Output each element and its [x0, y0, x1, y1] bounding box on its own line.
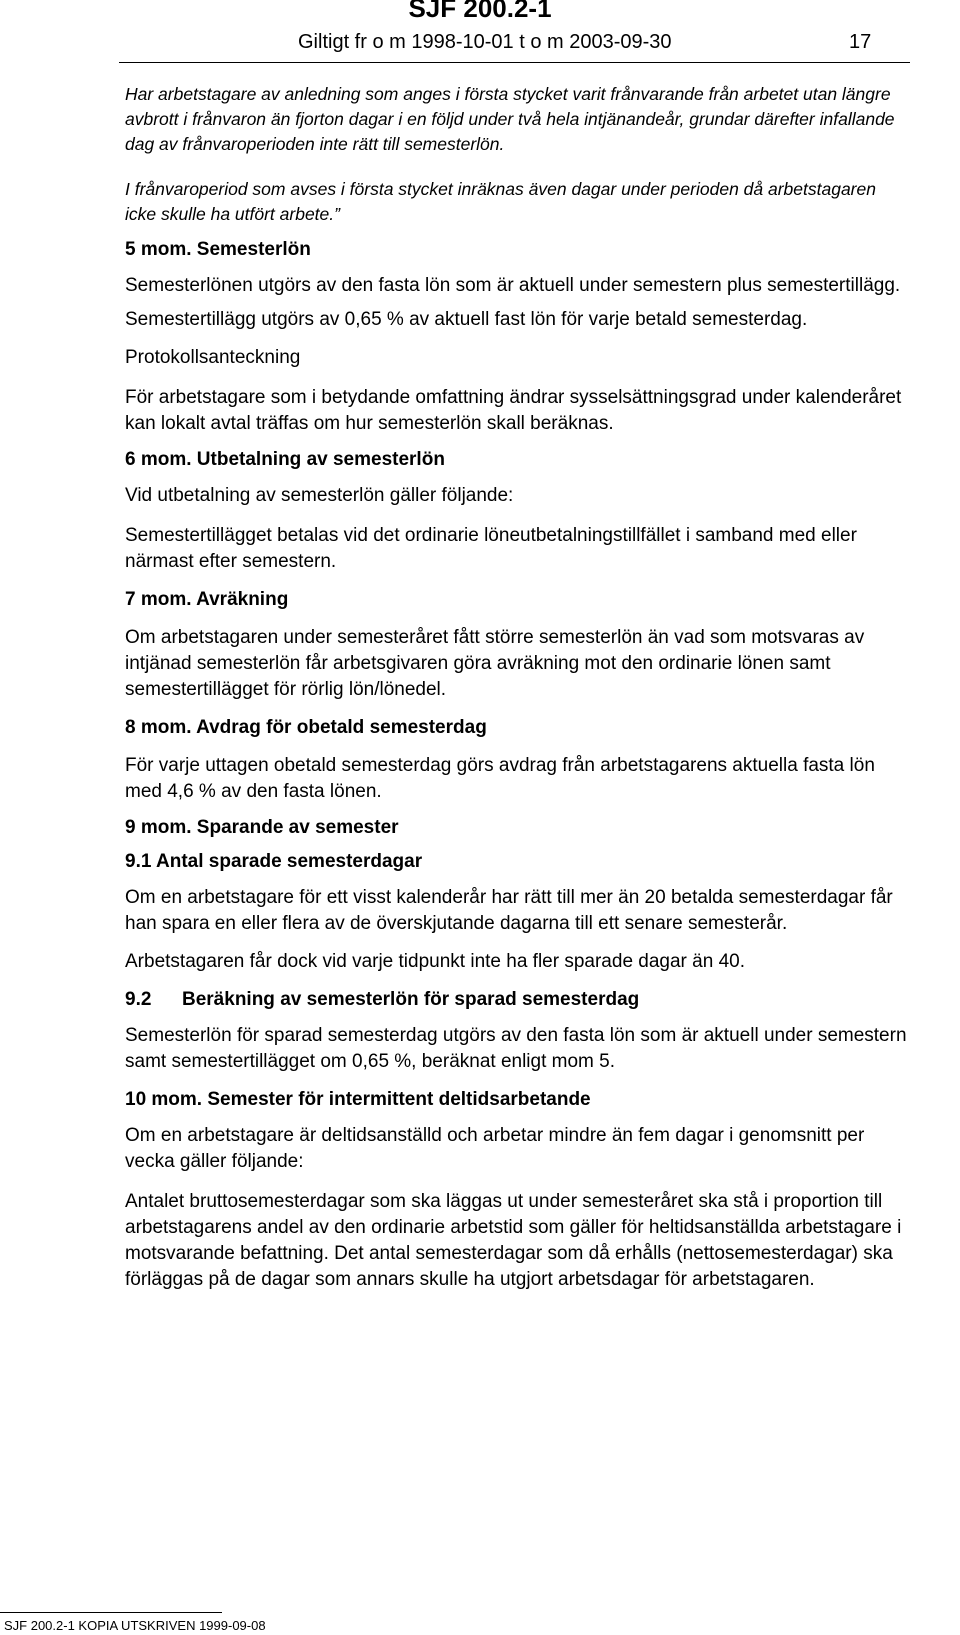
body-paragraph: Arbetstagaren får dock vid varje tidpunkt inte ha fler sparade dagar än 40. — [125, 951, 745, 972]
document-body — [125, 82, 910, 1293]
section-heading-mom7: 7 mom. Avräkning — [125, 589, 289, 610]
document-code: SJF 200.2-1 — [408, 0, 552, 23]
protocol-note-label: Protokollsanteckning — [125, 347, 301, 368]
body-paragraph: Vid utbetalning av semesterlön gäller följande: — [125, 485, 514, 506]
page-number: 17 — [849, 31, 872, 53]
subsection-heading-9-2 — [125, 987, 910, 1013]
section-heading-mom5: 5 mom. Semesterlön — [125, 239, 311, 260]
body-paragraph: Om en arbetstagare är deltidsanställd och arbetar mindre än fem dagar i genomsnitt per vecka gäller följande: — [125, 1125, 865, 1172]
validity-period: Giltigt fr o m 1998-10-01 t o m 2003-09-30 — [298, 31, 672, 53]
section-heading-mom10: 10 mom. Semester för intermittent deltidsarbetande — [125, 1089, 591, 1110]
subsection-heading-9-1: 9.1 Antal sparade semesterdagar — [125, 851, 423, 872]
subsection-title: Beräkning av semesterlön för sparad semesterdag — [182, 989, 640, 1010]
section-heading-mom8: 8 mom. Avdrag för obetald semesterdag — [125, 717, 487, 738]
italic-paragraph: I frånvaroperiod som avses i första stycket inräknas även dagar under perioden då arbetstagaren icke skulle ha utfört arbete.” — [125, 179, 876, 224]
print-footer: SJF 200.2-1 KOPIA UTSKRIVEN 1999-09-08 — [4, 1618, 266, 1633]
section-heading-mom6: 6 mom. Utbetalning av semesterlön — [125, 449, 445, 470]
footer-rule — [0, 1612, 222, 1613]
body-paragraph: Semesterlön för sparad semesterdag utgörs av den fasta lön som är aktuell under semestern samt semestertillägget om 0,65 %, beräknat enligt mom 5. — [125, 1025, 907, 1072]
body-paragraph: Antalet bruttosemesterdagar som ska läggas ut under semesteråret ska stå i proportion till arbetstagarens andel av den ordinarie arbetstid som gäller för heltidsanställda arbetstagare i motsvarande befattning. Det antal semesterdagar som då erhålls (nettosemesterdagar) ska förläggas på de dagar som annars skulle ha utgjort arbetsdagar för arbetstagaren. — [125, 1191, 902, 1290]
subsection-number: 9.2 — [125, 989, 152, 1010]
header-rule — [119, 62, 910, 63]
body-paragraph: Semestertillägg utgörs av 0,65 % av aktuell fast lön för varje betald semesterdag. — [125, 309, 808, 330]
body-paragraph: Semesterlönen utgörs av den fasta lön som är aktuell under semestern plus semestertillägg. — [125, 275, 901, 296]
protocol-note-text: För arbetstagare som i betydande omfattning ändrar sysselsättningsgrad under kalenderåret kan lokalt avtal träffas om hur semesterlön skall beräknas. — [125, 387, 902, 434]
section-heading-mom9: 9 mom. Sparande av semester — [125, 817, 399, 838]
body-paragraph: Semestertillägget betalas vid det ordinarie löneutbetalningstillfället i samband med eller närmast efter semestern. — [125, 525, 857, 572]
body-paragraph: Om arbetstagaren under semesteråret fått större semesterlön än vad som motsvaras av intjänad semesterlön får arbetsgivaren göra avräkning mot den ordinarie lönen samt semestertillägget för rörlig lön/lönedel. — [125, 627, 865, 700]
body-paragraph: Om en arbetstagare för ett visst kalenderår har rätt till mer än 20 betalda semesterdagar får han spara en eller flera av de överskjutande dagarna till ett senare semesterår. — [125, 887, 893, 934]
italic-paragraph: Har arbetstagare av anledning som anges i första stycket varit frånvarande från arbetet utan längre avbrott i frånvaron än fjorton dagar i en följd under två hela intjänandeår, grundar därefter infallande dag av frånvaroperioden inte rätt till semesterlön. — [125, 84, 895, 154]
body-paragraph: För varje uttagen obetald semesterdag görs avdrag från arbetstagarens aktuella fasta lön med 4,6 % av den fasta lönen. — [125, 755, 875, 802]
